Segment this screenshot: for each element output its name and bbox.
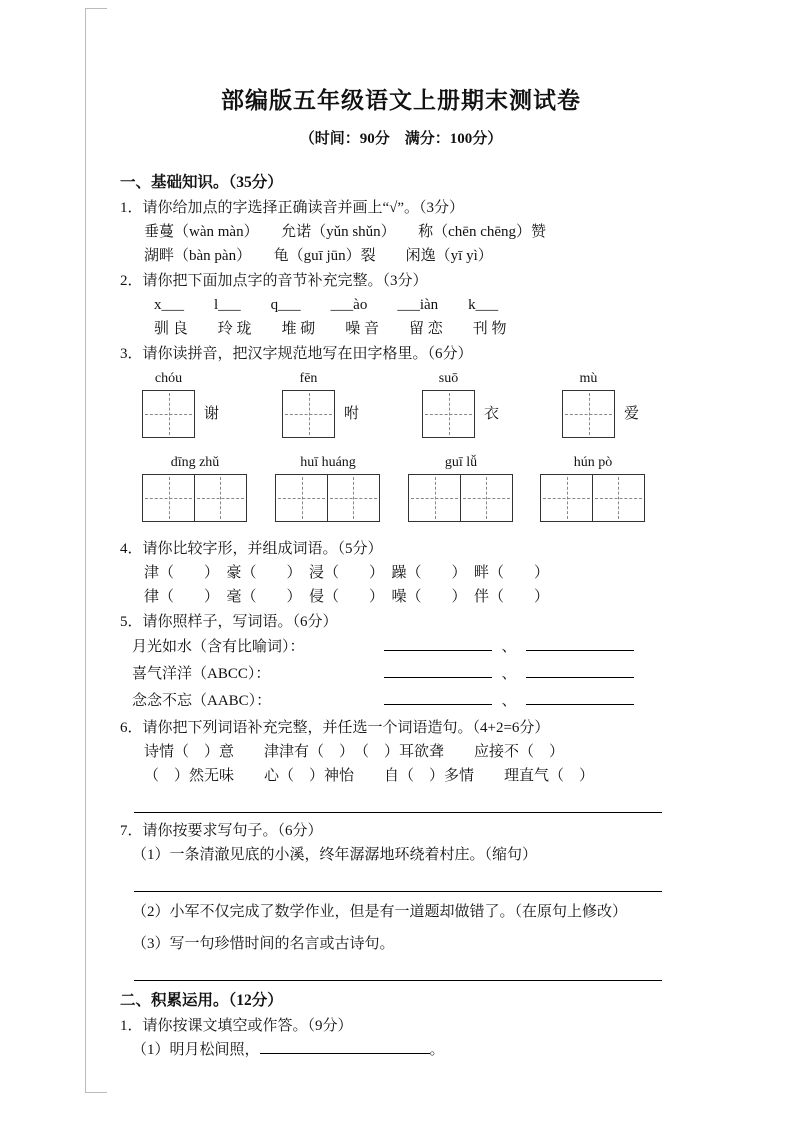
q5-separator: 、: [501, 693, 517, 709]
s2-q1-item1-period: 。: [429, 1042, 445, 1058]
q4-stem: 4．请你比较字形，并组成词语。（5分）: [120, 541, 383, 557]
margin-tick-top-icon: [85, 8, 107, 9]
tianzige-cell: [194, 474, 247, 522]
page-margin-line: [85, 8, 86, 1092]
page-subtitle: （时间：90分 满分：100分）: [299, 131, 503, 147]
q4-line1: 津（ ） 豪（ ） 浸（ ） 躁（ ） 畔（ ）: [144, 565, 550, 581]
s2-q1-item1: [120, 1038, 682, 1062]
q7-item1: （1）一条清澈见底的小溪，终年潺潺地环绕着村庄。（缩句）: [132, 847, 538, 863]
q7-stem: 7．请你按要求写句子。（6分）: [120, 823, 323, 839]
pinyin-label: suō: [438, 371, 459, 386]
q5-row-aabc: [120, 688, 682, 715]
answer-line: [134, 788, 662, 813]
answer-blank: [526, 664, 634, 678]
q2-syllable-blanks: x___ l___ q___ ___ào ___iàn k___: [154, 297, 499, 313]
q1-line1: 垂蔓（wàn màn） 允诺（yǔn shǔn） 称（chēn chēng）赞: [144, 224, 547, 240]
q4-line2: 律（ ） 毫（ ） 侵（ ） 噪（ ） 伴（ ）: [144, 589, 550, 605]
q3-stem: 3．请你读拼音，把汉字规范地写在田字格里。（6分）: [120, 346, 473, 362]
q3-given-char: 爱: [624, 406, 640, 422]
tianzige-col: [562, 371, 639, 438]
pinyin-label: fēn: [299, 371, 318, 386]
section2-heading: 二、积累运用。（12分）: [120, 992, 283, 1009]
s2-q1-item1-label: （1）明月松间照，: [132, 1042, 260, 1058]
pinyin-label: chóu: [154, 371, 183, 386]
q5-separator: 、: [501, 666, 517, 682]
tianzige-col: [142, 455, 248, 522]
q3-given-char: 谢: [204, 406, 220, 422]
tianzige-cell: [422, 390, 475, 438]
q7-item2: （2）小军不仅完成了数学作业，但是有一道题却做错了。（在原句上修改）: [132, 904, 628, 920]
tianzige-col: [540, 455, 646, 522]
q5-example-label: 念念不忘（AABC）：: [132, 693, 272, 709]
q5-row-simile: [120, 634, 682, 661]
answer-blank: [526, 637, 634, 651]
pinyin-label: mù: [579, 371, 598, 386]
tianzige-col: [282, 371, 359, 438]
q5-stem: 5．请你照样子，写词语。（6分）: [120, 614, 338, 630]
q3-given-char: 咐: [344, 406, 360, 422]
answer-line: [134, 956, 662, 981]
answer-blank: [384, 664, 492, 678]
q5-row-abcc: [120, 661, 682, 688]
answer-blank: [384, 691, 492, 705]
q1-line2: 湖畔（bàn pàn） 龟（guī jūn）裂 闲逸（yī yì）: [144, 248, 493, 264]
page-title: 部编版五年级语文上册期末测试卷: [221, 88, 581, 113]
tianzige-cell: [408, 474, 461, 522]
s2-q1-stem: 1．请你按课文填空或作答。（9分）: [120, 1018, 353, 1034]
answer-blank: [526, 691, 634, 705]
tianzige-cell: [327, 474, 380, 522]
q5-separator: 、: [501, 639, 517, 655]
tianzige-col: [142, 371, 219, 438]
q6-line1: 诗情（ ）意 津津有（ ） （ ）耳欲聋 应接不（ ）: [144, 744, 565, 760]
tianzige-cell: [592, 474, 645, 522]
tianzige-cell: [282, 390, 335, 438]
q2-words: 驯 良 玲 珑 堆 砌 噪 音 留 恋 刊 物: [154, 321, 507, 337]
answer-blank: [384, 637, 492, 651]
pinyin-label: guī lǚ: [444, 455, 478, 470]
tianzige-col: [408, 455, 514, 522]
tianzige-grid-block: [120, 371, 682, 531]
q7-item3: （3）写一句珍惜时间的名言或古诗句。: [132, 936, 395, 952]
tianzige-cell: [562, 390, 615, 438]
q5-example-label: 喜气洋洋（ABCC）：: [132, 666, 271, 682]
exam-paper: [120, 86, 682, 1062]
tianzige-cell: [275, 474, 328, 522]
q2-stem: 2．请你把下面加点字的音节补充完整。（3分）: [120, 273, 428, 289]
q1-stem: 1．请你给加点的字选择正确读音并画上“√”。（3分）: [120, 200, 465, 216]
q6-line2: （ ）然无味 心（ ）神怡 自（ ）多情 理直气（ ）: [144, 768, 595, 784]
q3-given-char: 衣: [484, 406, 500, 422]
margin-tick-bottom-icon: [85, 1092, 107, 1093]
answer-line: [134, 867, 662, 892]
tianzige-cell: [142, 474, 195, 522]
tianzige-col: [275, 455, 381, 522]
section1-heading: 一、基础知识。（35分）: [120, 174, 283, 191]
answer-blank: [260, 1040, 430, 1054]
pinyin-label: huī huáng: [300, 455, 356, 470]
tianzige-col: [422, 371, 499, 438]
q5-example-label: 月光如水（含有比喻词）：: [132, 639, 305, 655]
pinyin-label: dīng zhǔ: [170, 455, 220, 470]
q6-stem: 6．请你把下列词语补充完整，并任选一个词语造句。（4+2=6分）: [120, 720, 550, 736]
pinyin-label: hún pò: [573, 455, 613, 470]
tianzige-cell: [540, 474, 593, 522]
tianzige-cell: [460, 474, 513, 522]
tianzige-cell: [142, 390, 195, 438]
